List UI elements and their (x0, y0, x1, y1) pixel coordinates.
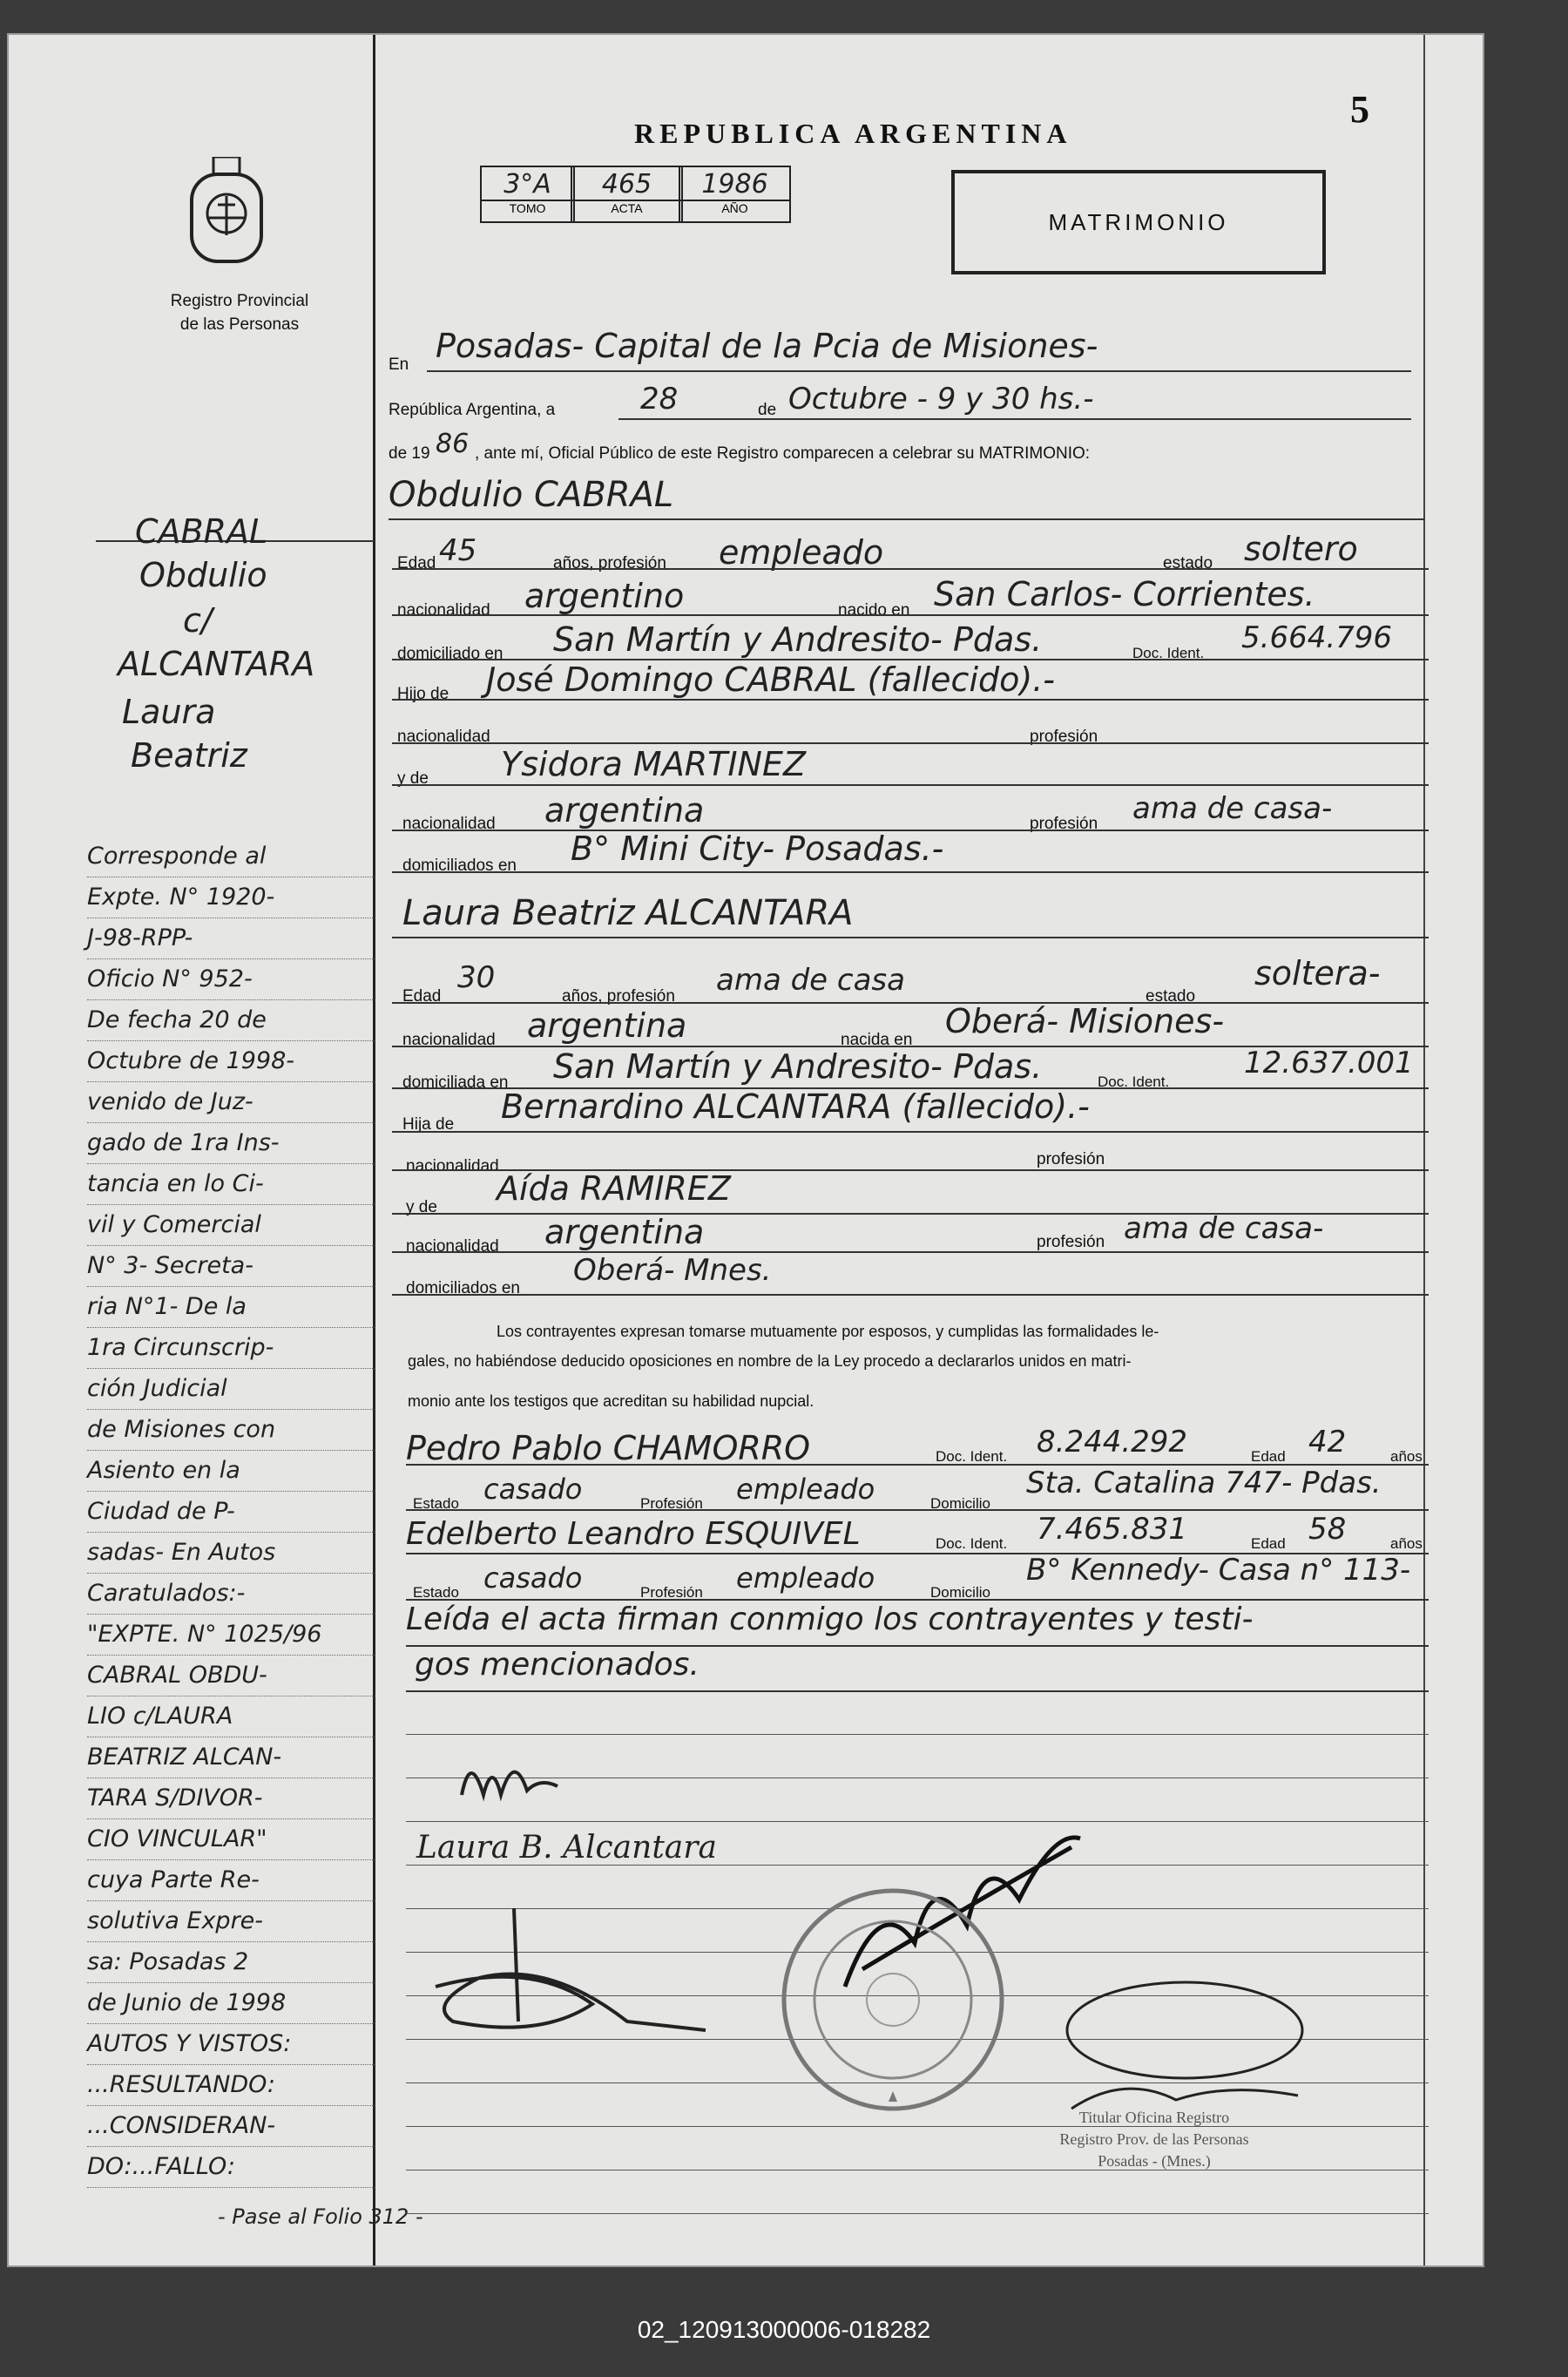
groom-name-rule (389, 518, 1425, 520)
margin-surname2: ALCANTARA (118, 645, 315, 683)
groom-doc: 5.664.796 (1241, 620, 1393, 655)
bride-mother-nac: argentina (544, 1213, 705, 1251)
witness2-prof: empleado (736, 1561, 875, 1595)
para-line2: gales, no habiéndose deducido oposiciones en nombre de la Ley procedo a declararlos unidos en matri- (408, 1352, 1132, 1370)
nac-label: nacionalidad (406, 1157, 499, 1175)
closing-line2: gos mencionados. (415, 1647, 700, 1683)
margin-note-line: N° 3- Secreta- (87, 1246, 375, 1287)
para-line1: Los contrayentes expresan tomarse mutuamente por esposos, y cumplidas las formalidades le- (497, 1323, 1159, 1340)
witness1-doc: 8.244.292 (1037, 1425, 1188, 1459)
signature-official (1054, 1978, 1315, 2126)
yde-label: y de (406, 1198, 437, 1216)
groom-prof: empleado (719, 533, 884, 572)
dom-label: domiciliado en (397, 645, 504, 663)
nac-label: nacionalidad (402, 815, 496, 833)
row-rule (406, 1599, 1429, 1601)
ruled-line (406, 1734, 1429, 1735)
bride-estado: soltera- (1254, 954, 1381, 992)
margin-note-line: CIO VINCULAR" (87, 1819, 375, 1860)
margin-note-line: 1ra Circunscrip- (87, 1328, 375, 1369)
registry-name-line2: de las Personas (179, 315, 300, 334)
anos-label: años (1390, 1448, 1423, 1465)
nacida-label: nacida en (841, 1031, 913, 1049)
l2-day: 28 (640, 382, 679, 416)
margin-given2a: Laura (122, 693, 216, 731)
provincial-seal (183, 157, 270, 270)
doma-label: domiciliada en (402, 1073, 509, 1092)
profesion-cap: Profesión (640, 1495, 703, 1512)
witness1-age: 42 (1308, 1425, 1347, 1459)
nacido-label: nacido en (838, 601, 910, 620)
image-id-caption: 02_120913000006-018282 (637, 2316, 931, 2343)
estado-label: estado (1146, 987, 1196, 1006)
groom-birthplace: San Carlos- Corrientes. (934, 575, 1315, 613)
hija-label: Hija de (402, 1115, 455, 1134)
acta-label: ACTA (572, 200, 681, 215)
margin-note-line: CABRAL OBDU- (87, 1656, 375, 1696)
yde-label: y de (397, 769, 429, 788)
margin-note-line: vil y Comercial (87, 1205, 375, 1246)
margin-note-line: Oficio N° 952- (87, 959, 375, 1000)
l1-place: Posadas- Capital de la Pcia de Misiones- (436, 327, 1098, 365)
prof-label: profesión (1030, 815, 1098, 833)
acta-cell (571, 166, 683, 223)
margin-note-line: ...RESULTANDO: (87, 2065, 375, 2106)
margin-note-line: sa: Posadas 2 (87, 1942, 375, 1983)
margin-note-line: ción Judicial (87, 1369, 375, 1410)
row-rule (406, 1509, 1429, 1511)
bride-doc: 12.637.001 (1244, 1046, 1414, 1080)
prof-label: profesión (1037, 1233, 1105, 1251)
domicilio-cap: Domicilio (930, 1495, 990, 1512)
official-round-stamp (775, 1882, 1010, 2117)
bride-parents-dom: Oberá- Mnes. (573, 1253, 772, 1288)
witness1-estado: casado (483, 1473, 583, 1506)
register-page (7, 33, 1484, 2267)
groom-nac: argentino (524, 577, 685, 615)
margin-note-line: Asiento en la (87, 1451, 375, 1492)
row-rule (392, 1002, 1429, 1004)
bride-mother-prof: ama de casa- (1124, 1211, 1324, 1246)
l3-year: 86 (436, 429, 470, 459)
signature-bride: Laura B. Alcantara (416, 1830, 717, 1866)
groom-anos-prof: años, profesión (553, 554, 666, 572)
stamp-official-line1: Titular Oficina Registro (1078, 2109, 1230, 2126)
right-binding-line (1423, 35, 1425, 2265)
ruled-line (406, 2213, 1429, 2214)
para-line3: monio ante los testigos que acreditan su habilidad nupcial. (408, 1392, 814, 1410)
margin-note-line: BEATRIZ ALCAN- (87, 1737, 375, 1778)
row-rule (392, 1251, 1429, 1253)
doc-ident-label: Doc. Ident. (936, 1535, 1008, 1552)
margin-note-line: AUTOS Y VISTOS: (87, 2024, 375, 2065)
row-rule (392, 1131, 1429, 1133)
witness1-name: Pedro Pablo CHAMORRO (406, 1429, 811, 1467)
anos-label: años (1390, 1535, 1423, 1552)
groom-father: José Domingo CABRAL (fallecido).- (486, 660, 1055, 699)
signature-witness1 (418, 1891, 732, 2056)
row-rule (392, 699, 1429, 701)
margin-note-line: de Misiones con (87, 1410, 375, 1451)
edad-label: Edad (402, 987, 442, 1006)
groom-estado: soltero (1244, 530, 1358, 568)
prof-label: profesión (1037, 1150, 1105, 1168)
witness2-domicile: B° Kennedy- Casa n° 113- (1026, 1553, 1411, 1588)
doc-type: MATRIMONIO (1048, 208, 1229, 235)
edad-label: Edad (1251, 1535, 1286, 1552)
witness2-doc: 7.465.831 (1037, 1512, 1188, 1547)
bride-name: Laura Beatriz ALCANTARA (402, 893, 854, 933)
registry-name-line1: Registro Provincial (170, 292, 309, 310)
estado-cap: Estado (413, 1495, 459, 1512)
l3-text: , ante mí, Oficial Público de este Registro comparecen a celebrar su MATRIMONIO: (475, 444, 1091, 463)
margin-note-line: ria N°1- De la (87, 1287, 375, 1328)
edad-label: Edad (1251, 1448, 1286, 1465)
groom-age: 45 (439, 533, 477, 568)
witness1-prof: empleado (736, 1473, 875, 1506)
margin-given1: Obdulio (139, 556, 267, 594)
acta-value: 465 (601, 169, 652, 200)
page-number: 5 (1350, 88, 1369, 131)
doc-ident-label: Doc. Ident. (1098, 1073, 1170, 1090)
groom-name: Obdulio CABRAL (389, 475, 674, 515)
closing-line1: Leída el acta firman conmigo los contrayentes y testi- (406, 1602, 1254, 1637)
witness1-domicile: Sta. Catalina 747- Pdas. (1026, 1466, 1382, 1500)
margin-note-line: solutiva Expre- (87, 1901, 375, 1942)
doms-label: domiciliados en (406, 1279, 520, 1297)
groom-mother-prof: ama de casa- (1132, 791, 1333, 826)
groom-mother: Ysidora MARTINEZ (501, 745, 806, 783)
doc-ident-label: Doc. Ident. (936, 1448, 1008, 1465)
l1-rule (427, 370, 1411, 372)
estado-cap: Estado (413, 1584, 459, 1601)
l2-de: de (758, 401, 777, 419)
margin-note-line: tancia en lo Ci- (87, 1164, 375, 1205)
groom-domicile: San Martín y Andresito- Pdas. (553, 620, 1043, 659)
margin-note-line: "EXPTE. N° 1025/96 (87, 1615, 375, 1656)
nac-label: nacionalidad (406, 1237, 499, 1256)
row-rule (392, 742, 1429, 744)
doc-type-box (951, 170, 1326, 274)
bride-nac: argentina (527, 1006, 687, 1045)
bride-anos-prof: años, profesión (562, 987, 675, 1006)
row-rule (406, 1690, 1429, 1692)
row-rule (392, 1294, 1429, 1296)
margin-note-line: sadas- En Autos (87, 1533, 375, 1574)
margin-note-line: Ciudad de P- (87, 1492, 375, 1533)
margin-note-line: J-98-RPP- (87, 918, 375, 959)
ano-cell (679, 166, 791, 223)
ano-value: 1986 (701, 169, 768, 200)
tomo-value: 3°A (504, 169, 551, 200)
margin-note-line: gado de 1ra Ins- (87, 1123, 375, 1164)
margin-surname1: CABRAL (135, 512, 268, 551)
row-rule (392, 568, 1429, 570)
margin-note-line: Octubre de 1998- (87, 1041, 375, 1082)
l2-month-time: Octubre - 9 y 30 hs.- (788, 382, 1094, 416)
prof-label: profesión (1030, 728, 1098, 746)
tomo-cell (480, 166, 575, 223)
margin-note-line: ...CONSIDERAN- (87, 2106, 375, 2147)
bride-age: 30 (457, 960, 496, 995)
tomo-label: TOMO (482, 200, 573, 215)
estado-label: estado (1163, 554, 1213, 572)
nac-label: nacionalidad (397, 728, 490, 746)
margin-note-line: Corresponde al (87, 836, 375, 877)
margin-note-line: TARA S/DIVOR- (87, 1778, 375, 1819)
margin-note-line: De fecha 20 de (87, 1000, 375, 1041)
bride-mother: Aída RAMIREZ (497, 1169, 731, 1208)
row-rule (392, 614, 1429, 616)
country-title: REPUBLICA ARGENTINA (634, 118, 1072, 149)
signature-groom (444, 1743, 601, 1821)
margin-conj: c/ (183, 601, 213, 640)
edad-label: Edad (397, 554, 436, 572)
hijo-label: Hijo de (397, 685, 449, 703)
nac-label: nacionalidad (402, 1031, 496, 1049)
margin-annotation (87, 836, 375, 2188)
margin-note-line: LIO c/LAURA (87, 1696, 375, 1737)
witness2-estado: casado (483, 1561, 583, 1595)
ano-label: AÑO (680, 200, 789, 215)
groom-mother-nac: argentina (544, 791, 705, 830)
profesion-cap: Profesión (640, 1584, 703, 1601)
bride-prof: ama de casa (716, 963, 905, 998)
bride-birthplace: Oberá- Misiones- (945, 1002, 1225, 1040)
doms-label: domiciliados en (402, 857, 517, 875)
doc-ident-label: Doc. Ident. (1132, 645, 1205, 661)
l3-prefix: de 19 (389, 444, 430, 463)
nac-label: nacionalidad (397, 601, 490, 620)
row-rule (392, 871, 1429, 873)
bride-father: Bernardino ALCANTARA (fallecido).- (501, 1087, 1090, 1126)
margin-note-line: Caratulados:- (87, 1574, 375, 1615)
margin-note-line: cuya Parte Re- (87, 1860, 375, 1901)
l1-prefix: En (389, 356, 409, 374)
margin-note-line: Expte. N° 1920- (87, 877, 375, 918)
margin-note-line: venido de Juz- (87, 1082, 375, 1123)
margin-footer: - Pase al Folio 312 - (218, 2204, 423, 2229)
witness2-age: 58 (1308, 1512, 1347, 1547)
bride-name-rule (392, 937, 1429, 938)
groom-parents-dom: B° Mini City- Posadas.- (571, 830, 944, 868)
domicilio-cap: Domicilio (930, 1584, 990, 1601)
margin-given2b: Beatriz (131, 736, 247, 775)
stamp-official-line3: Posadas - (Mnes.) (1098, 2152, 1211, 2170)
witness2-name: Edelberto Leandro ESQUIVEL (406, 1516, 861, 1552)
l2-prefix: República Argentina, a (389, 401, 556, 419)
margin-note-line: DO:...FALLO: (87, 2147, 375, 2188)
bride-domicile: San Martín y Andresito- Pdas. (553, 1047, 1043, 1086)
l2-rule (618, 418, 1411, 420)
stamp-official-line2: Registro Prov. de las Personas (1059, 2130, 1249, 2148)
row-rule (392, 784, 1429, 786)
margin-note-line: de Junio de 1998 (87, 1983, 375, 2024)
